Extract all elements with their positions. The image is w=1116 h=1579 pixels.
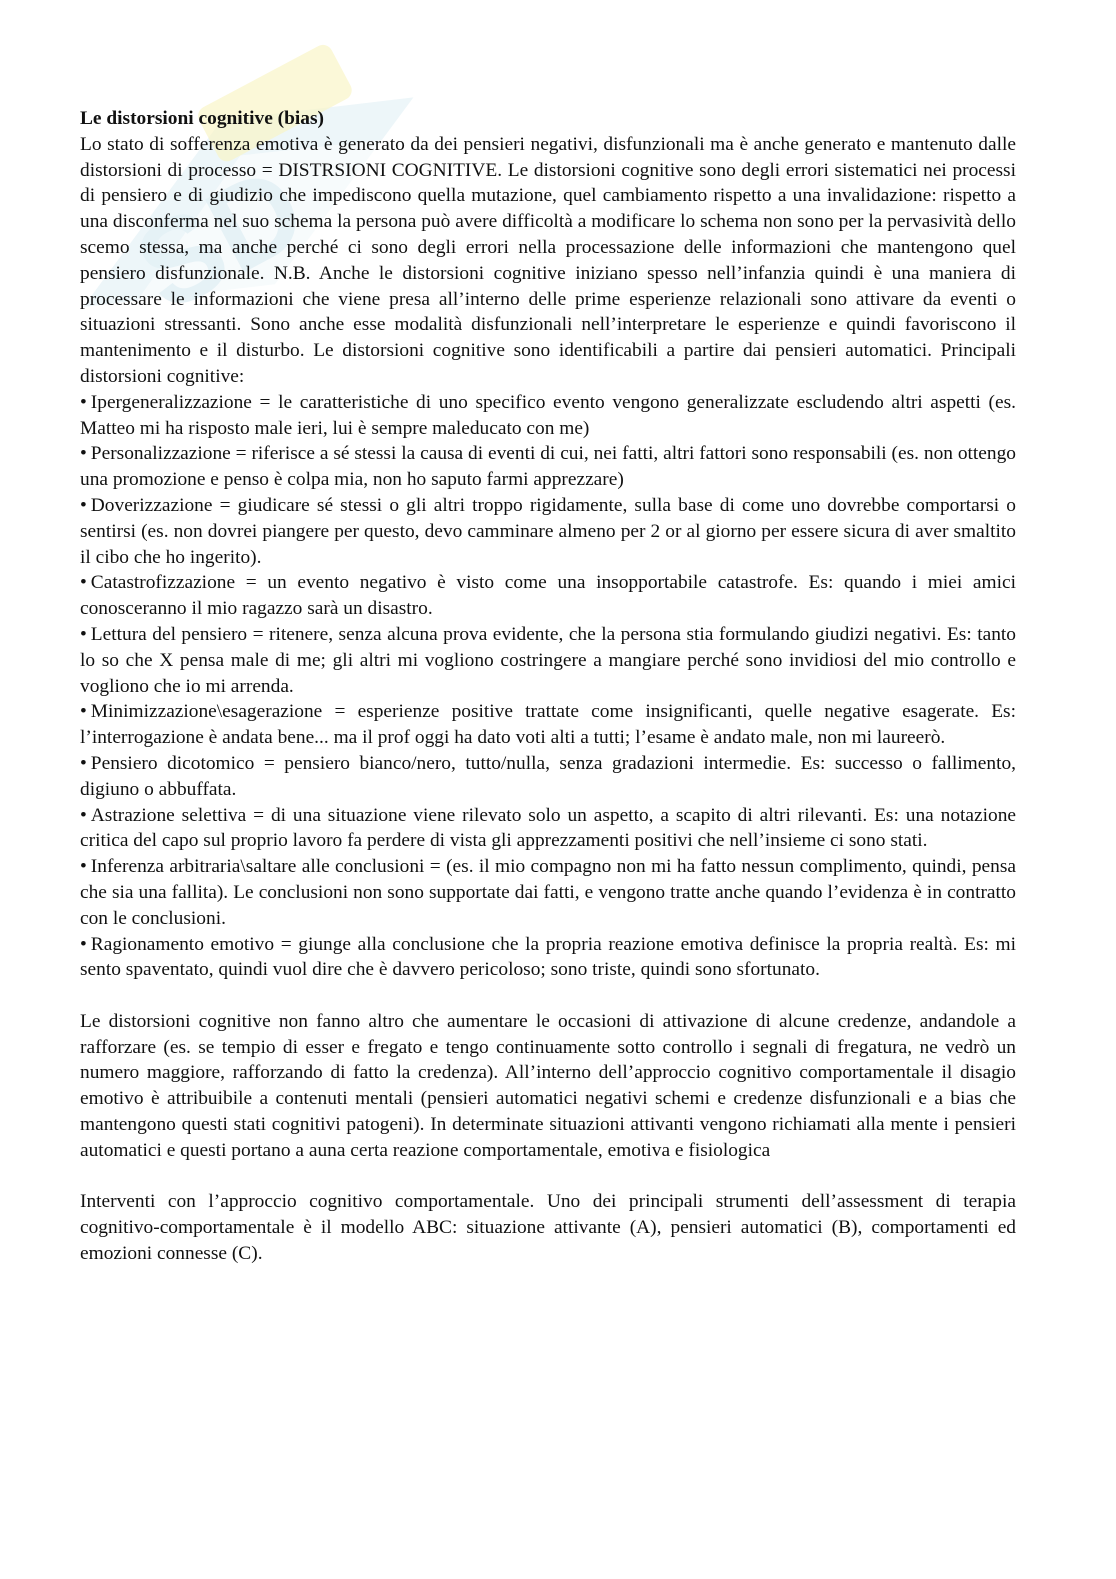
bullet-icon: • [80, 623, 87, 645]
bullet-icon: • [80, 443, 87, 465]
body-paragraph-2: Le distorsioni cognitive non fanno altro che aumentare le occasioni di attivazione di alcune credenze, andandole a rafforzare (es. se tempio di esser e fregato e tengo continuamente sotto controllo i segnali di fregatura, ne vedrò un numero maggiore, rafforzando di fatto la credenza). All’interno dell’approccio cognitivo comportamentale il disagio emotivo è attribuibile a contenuti mentali (pensieri automatici negativi schemi e credenze disfunzionali e a bias che mantengono questi stati cognitivi patogeni). In determinate situazioni attivanti vengono richiamati alla mente i pensieri automatici e questi portano a auna certa reazione comportamentale, emotiva e fisiologica [80, 1010, 1016, 1161]
bullet-icon: • [80, 804, 87, 826]
list-item: • Minimizzazione\esagerazione = esperienze positive trattate come insignificanti, quelle negative esagerate. Es: l’interrogazione è andata bene... ma il prof oggi ha dato voti alti a tutti; l’esame è andato male, non mi laureerò. [80, 701, 1016, 749]
bullet-icon: • [80, 391, 87, 413]
list-item: • Personalizzazione = riferisce a sé stessi la causa di eventi di cui, nei fatti, altri fattori sono responsabili (es. non ottengo una promozione e penso è colpa mia, non ho saputo farmi apprezzare) [80, 443, 1016, 491]
list-item: • Ragionamento emotivo = giunge alla conclusione che la propria reazione emotiva definisce la propria realtà. Es: mi sento spaventato, quindi vuol dire che è davvero pericoloso; sono triste, quindi sono sfortunato. [80, 933, 1016, 981]
distortion-list [80, 390, 1016, 983]
document-title: Le distorsioni cognitive (bias) [80, 108, 325, 129]
bullet-icon: • [80, 701, 87, 723]
svg-text:SD: SD [115, 140, 326, 337]
bullet-icon: • [80, 752, 87, 774]
paragraph-gap [80, 1164, 1016, 1190]
list-item: • Astrazione selettiva = di una situazione viene rilevato solo un aspetto, a scapito di altri rilevanti. Es: una notazione critica del capo sul proprio lavoro fa perdere di vista gli apprezzamenti positivi che nell’insieme ci sono stati. [80, 804, 1016, 852]
bullet-icon: • [80, 933, 87, 955]
list-item: • Ipergeneralizzazione = le caratteristiche di uno specifico evento vengono generalizzate escludendo altri aspetti (es. Matteo mi ha risposto male ieri, lui è sempre maleducato con me) [80, 391, 1016, 439]
bullet-icon: • [80, 856, 87, 878]
list-item: • Pensiero dicotomico = pensiero bianco/nero, tutto/nulla, senza gradazioni intermedie. Es: successo o fallimento, digiuno o abbuffata. [80, 752, 1016, 800]
intro-paragraph: Lo stato di sofferenza emotiva è generato da dei pensieri negativi, disfunzionali ma è anche generato e mantenuto dalle distorsioni di processo = DISTRSIONI COGNITIVE. Le distorsioni cognitive sono degli errori sistematici nei processi di pensiero e di giudizio che impediscono quella mutazione, quel cambiamento rispetto a una invalidazione: rispetto a una disconferma nel suo schema la persona può avere difficoltà a modificare lo schema non sono per la pervasività dello scemo stessa, ma anche perché ci sono degli errori nella processazione delle informazioni che mantengono quel pensiero disfunzionale. N.B. Anche le distorsioni cognitive iniziano spesso nell’infanzia quindi è una maniera di processare le informazioni che viene presa all’interno delle prime esperienze relazionali sono attivare da eventi o situazioni stressanti. Sono anche esse modalità disfunzionali nell’interpretare le esperienze e quindi favoriscono il mantenimento e il disturbo. Le distorsioni cognitive sono identificabili a partire dai pensieri automatici. Principali distorsioni cognitive: [80, 133, 1016, 387]
bullet-icon: • [80, 572, 87, 594]
bullet-icon: • [80, 494, 87, 516]
list-item: • Catastrofizzazione = un evento negativo è visto come una insopportabile catastrofe. Es: quando i miei amici conosceranno il mio ragazzo sarà un disastro. [80, 572, 1016, 620]
list-item: • Lettura del pensiero = ritenere, senza alcuna prova evidente, che la persona stia formulando giudizi negativi. Es: tanto lo so che X pensa male di me; gli altri mi vogliono costringere a mangiare perché sono invidiosi del mio controllo e vogliono che io mi arrenda. [80, 623, 1016, 697]
body-paragraph-3: Interventi con l’approccio cognitivo comportamentale. Uno dei principali strumenti dell’assessment di terapia cognitivo-comportamentale è il modello ABC: situazione attivante (A), pensieri automatici (B), comportamenti ed emozioni connesse (C). [80, 1191, 1016, 1265]
document-body [80, 106, 1016, 1267]
list-item: • Inferenza arbitraria\saltare alle conclusioni = (es. il mio compagno non mi ha fatto nessun complimento, quindi, pensa che sia una fallita). Le conclusioni non sono supportate dai fatti, e vengono tratte anche quando l’evidenza è in contratto con le conclusioni. [80, 856, 1016, 929]
list-item: • Doverizzazione = giudicare sé stessi o gli altri troppo rigidamente, sulla base di come uno dovrebbe comportarsi o sentirsi (es. non dovrei piangere per questo, devo camminare almeno per 2 or al giorno per essere sicura di aver smaltito il cibo che ho ingerito). [80, 494, 1016, 568]
paragraph-gap [80, 983, 1016, 1009]
